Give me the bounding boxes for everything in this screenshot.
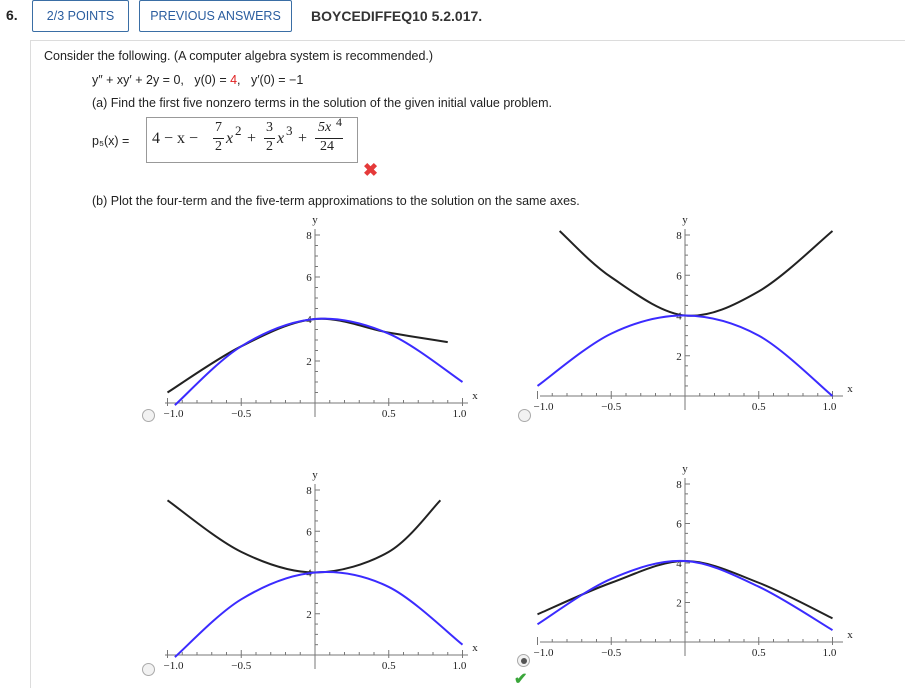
points-button[interactable]: 2/3 POINTS bbox=[32, 0, 129, 32]
y-axis-label: y bbox=[682, 214, 688, 226]
y-tick-label: 8 bbox=[306, 485, 312, 497]
y-tick-label: 6 bbox=[306, 272, 312, 284]
y-axis-label: y bbox=[312, 469, 318, 481]
y-tick-label: 8 bbox=[676, 230, 682, 242]
power1-exp: 2 bbox=[235, 123, 242, 138]
power2-exp: 3 bbox=[286, 123, 293, 138]
frac2-den: 2 bbox=[266, 139, 273, 154]
part-b-text: (b) Plot the four-term and the five-term approximations to the solution on the same axes. bbox=[92, 194, 580, 208]
x-tick-label: −1.0 bbox=[533, 647, 554, 659]
frac1-num: 7 bbox=[215, 120, 222, 135]
ic2-text: y′(0) = −1 bbox=[250, 73, 304, 87]
y-tick-label: 2 bbox=[306, 608, 312, 621]
x-tick-label: 1.0 bbox=[822, 401, 837, 413]
p5-label: p₅(x) = bbox=[92, 134, 130, 148]
x-tick-label: −1.0 bbox=[163, 408, 184, 420]
x-tick-label: −0.5 bbox=[231, 408, 252, 420]
x-tick-label: −0.5 bbox=[601, 401, 622, 413]
question-number: 6. bbox=[6, 7, 18, 23]
answer-term1: 4 − x − bbox=[152, 130, 199, 147]
ic1-value: 4 bbox=[230, 73, 238, 87]
y-tick-label: 6 bbox=[676, 518, 682, 531]
frac3-exp: 4 bbox=[336, 115, 342, 129]
x-axis-label: x bbox=[847, 383, 853, 395]
x-tick-label: 1.0 bbox=[452, 408, 467, 420]
question-id: BOYCEDIFFEQ10 5.2.017. bbox=[311, 8, 483, 24]
ode-equation: y″ + xy′ + 2y = 0, bbox=[92, 73, 184, 87]
y-tick-label: 8 bbox=[306, 230, 312, 242]
y-tick-label: 6 bbox=[676, 270, 682, 283]
x-tick-label: −1.0 bbox=[533, 401, 554, 413]
plus2: + bbox=[298, 130, 308, 147]
frac2-num: 3 bbox=[266, 120, 273, 135]
x-tick-label: −0.5 bbox=[601, 647, 622, 659]
y-tick-label: 2 bbox=[306, 356, 312, 368]
y-tick-label: 8 bbox=[676, 479, 682, 491]
y-tick-label: 6 bbox=[306, 526, 312, 539]
x-tick-label: 0.5 bbox=[381, 408, 396, 420]
ic1-suffix: , bbox=[237, 73, 241, 87]
x-tick-label: 0.5 bbox=[381, 660, 396, 672]
x-axis-label: x bbox=[472, 390, 478, 402]
x-tick-label: 0.5 bbox=[751, 647, 766, 659]
x-mark-icon: ✖ bbox=[363, 160, 379, 180]
y-tick-label: 2 bbox=[676, 597, 682, 610]
y-tick-label: 4 bbox=[306, 314, 312, 326]
x-axis-label: x bbox=[847, 629, 853, 641]
power2-base: x bbox=[277, 130, 285, 147]
y-tick-label: 4 bbox=[306, 567, 312, 580]
checkmark-icon: ✔ bbox=[514, 671, 528, 688]
y-axis-label: y bbox=[682, 463, 688, 475]
y-axis-label: y bbox=[312, 214, 318, 226]
x-tick-label: −1.0 bbox=[163, 660, 184, 672]
frac3-num: 5x bbox=[318, 120, 332, 135]
x-axis-label: x bbox=[472, 642, 478, 654]
frac3-den: 24 bbox=[320, 139, 334, 154]
part-a-text: (a) Find the first five nonzero terms in the solution of the given initial value problem. bbox=[92, 96, 552, 110]
plus1: + bbox=[247, 130, 257, 147]
x-tick-label: −0.5 bbox=[231, 660, 252, 672]
x-tick-label: 0.5 bbox=[751, 401, 766, 413]
ic1-prefix: y(0) = bbox=[194, 73, 231, 87]
y-tick-label: 4 bbox=[676, 558, 682, 570]
x-tick-label: 1.0 bbox=[822, 647, 837, 659]
y-tick-label: 2 bbox=[676, 350, 682, 363]
frac1-den: 2 bbox=[215, 139, 222, 154]
intro-text: Consider the following. (A computer algebra system is recommended.) bbox=[44, 49, 434, 63]
previous-answers-button[interactable]: PREVIOUS ANSWERS bbox=[139, 0, 292, 32]
x-tick-label: 1.0 bbox=[452, 660, 467, 672]
y-tick-label: 4 bbox=[676, 310, 682, 323]
power1-base: x bbox=[226, 130, 234, 147]
